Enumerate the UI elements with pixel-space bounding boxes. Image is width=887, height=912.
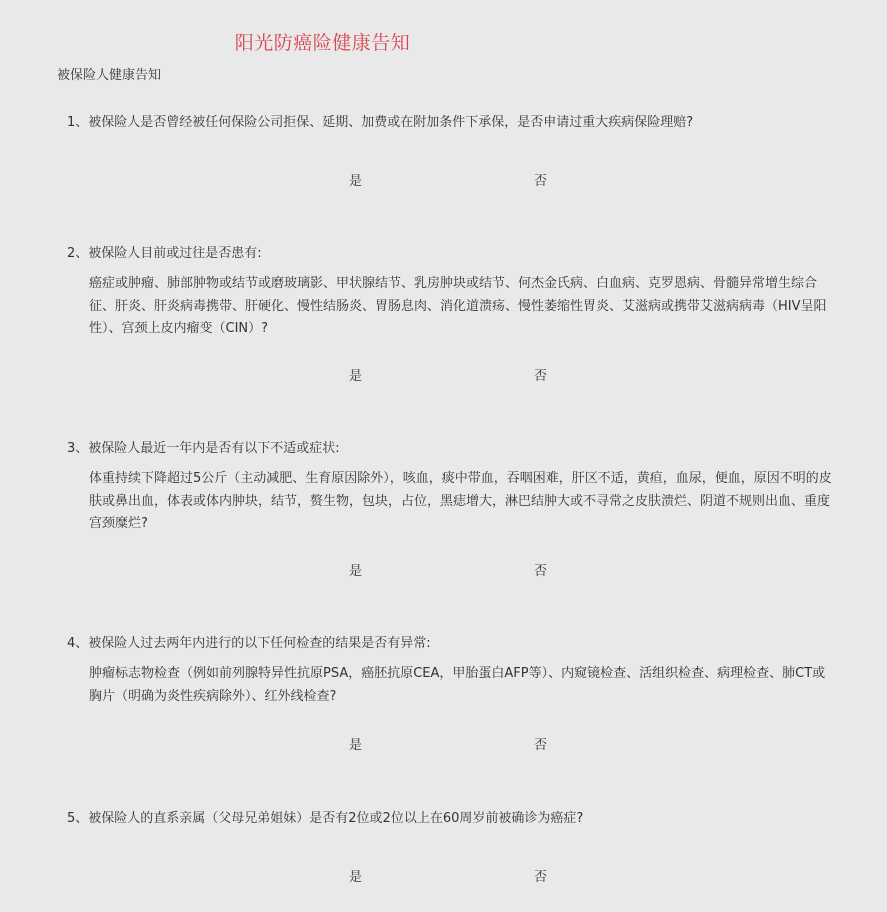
page-title: 阳光防癌险健康告知	[234, 32, 411, 54]
q4-yes-option[interactable]: 是	[349, 738, 363, 753]
question-1	[67, 112, 837, 134]
q3-yes-option[interactable]: 是	[349, 564, 363, 579]
q5-yes-option[interactable]: 是	[349, 870, 363, 885]
question-title: 4、被保险人过去两年内进行的以下任何检查的结果是否有异常:	[67, 636, 431, 651]
q5-no-option[interactable]: 否	[534, 870, 548, 885]
question-3	[67, 438, 837, 536]
q3-no-option[interactable]: 否	[534, 564, 548, 579]
question-title: 5、被保险人的直系亲属（父母兄弟姐妹）是否有2位或2位以上在60周岁前被确诊为癌症?	[67, 811, 584, 826]
question-4	[67, 633, 837, 708]
q4-no-option[interactable]: 否	[534, 738, 548, 753]
question-title: 3、被保险人最近一年内是否有以下不适或症状:	[67, 441, 340, 456]
q2-yes-option[interactable]: 是	[349, 369, 363, 384]
q2-no-option[interactable]: 否	[534, 369, 548, 384]
question-title: 2、被保险人目前或过往是否患有:	[67, 246, 262, 261]
question-detail: 肿瘤标志物检查（例如前列腺特异性抗原PSA，癌胚抗原CEA，甲胎蛋白AFP等）、内窥镜检查、活组织检查、病理检查、肺CT或胸片（明确为炎性疾病除外）、红外线检查?	[89, 666, 826, 704]
question-title: 1、被保险人是否曾经被任何保险公司拒保、延期、加费或在附加条件下承保，是否申请过重大疾病保险理赔?	[67, 115, 694, 130]
question-detail: 体重持续下降超过5公斤（主动减肥、生育原因除外），咳血，痰中带血，吞咽困难，肝区不适，黄疸，血尿，便血，原因不明的皮肤或鼻出血，体表或体内肿块，结节，赘生物，包块，占位，黑痣增大，淋巴结肿大或不寻常之皮肤溃烂、阴道不规则出血、重度宫颈糜烂?	[89, 471, 832, 531]
question-5	[67, 808, 837, 830]
question-detail: 癌症或肿瘤、肺部肿物或结节或磨玻璃影、甲状腺结节、乳房肿块或结节、何杰金氏病、白血病、克罗恩病、骨髓异常增生综合征、肝炎、肝炎病毒携带、肝硬化、慢性结肠炎、胃肠息肉、消化道溃疡、慢性萎缩性胃炎、艾滋病或携带艾滋病病毒（HIV呈阳性）、宫颈上皮内瘤变（CIN）?	[89, 276, 827, 336]
q1-no-option[interactable]: 否	[534, 174, 548, 189]
question-2	[67, 243, 837, 341]
section-subtitle: 被保险人健康告知	[57, 68, 162, 83]
q1-yes-option[interactable]: 是	[349, 174, 363, 189]
